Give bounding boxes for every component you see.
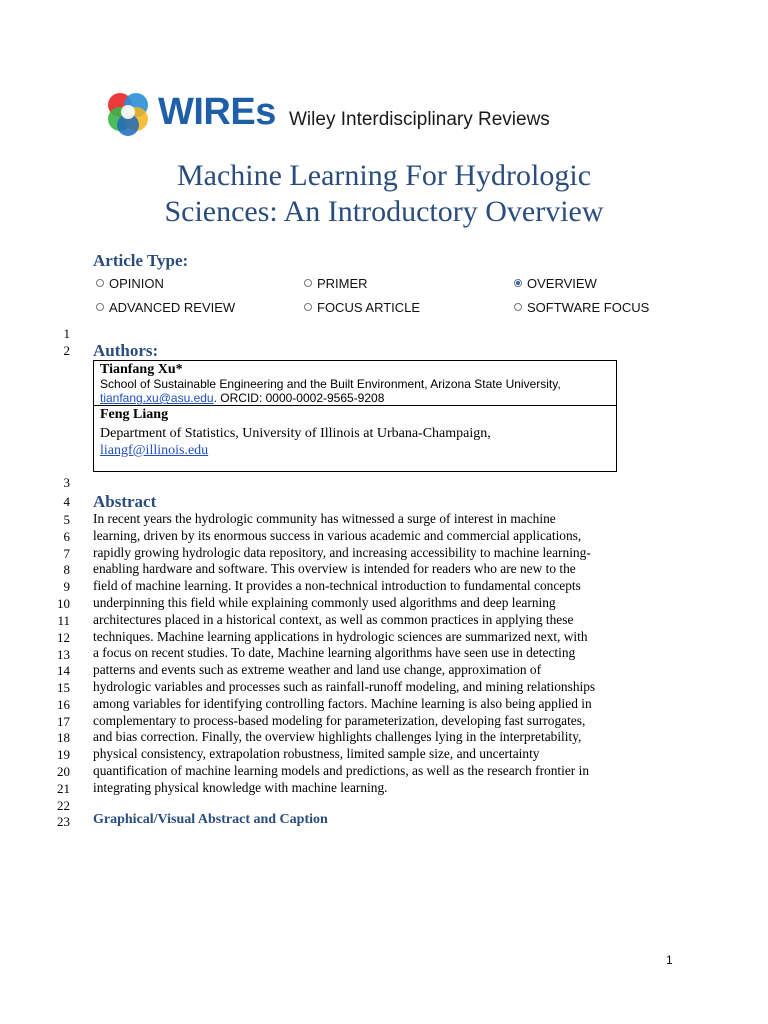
author-name: Feng Liang bbox=[100, 407, 169, 422]
line-number: 19 bbox=[57, 747, 70, 762]
wires-logo bbox=[103, 88, 583, 140]
radio-primer[interactable] bbox=[304, 276, 368, 292]
line-number: 13 bbox=[57, 647, 70, 662]
logo-subtitle: Wiley Interdisciplinary Reviews bbox=[289, 109, 550, 130]
author-contact bbox=[100, 442, 208, 459]
line-number: 15 bbox=[57, 680, 70, 695]
author-contact bbox=[100, 391, 384, 406]
radio-overview[interactable] bbox=[514, 276, 597, 292]
abstract-body bbox=[93, 511, 683, 797]
radio-focus-article[interactable] bbox=[304, 300, 420, 316]
abstract-line: quantification of machine learning models and predictions, as well as the research frontier in bbox=[93, 762, 590, 778]
abstract-line: techniques. Machine learning applications in hydrologic sciences are summarized next, with bbox=[93, 628, 588, 644]
author-affiliation: School of Sustainable Engineering and the Built Environment, Arizona State University, bbox=[100, 377, 561, 391]
title-line-1: Machine Learning For Hydrologic bbox=[176, 159, 592, 192]
authors-heading: Authors: bbox=[93, 341, 159, 360]
radio-label: PRIMER bbox=[317, 276, 368, 291]
abstract-line: patterns and events such as extreme weather and land use change, approximation of bbox=[93, 662, 542, 678]
radio-label: ADVANCED REVIEW bbox=[109, 300, 236, 315]
author-name: Tianfang Xu* bbox=[100, 362, 183, 377]
line-number: 22 bbox=[57, 798, 70, 813]
radio-label: OPINION bbox=[109, 276, 164, 291]
line-number: 9 bbox=[63, 579, 70, 594]
line-number: 11 bbox=[57, 613, 70, 628]
line-number: 7 bbox=[63, 546, 70, 561]
line-number: 1 bbox=[63, 326, 70, 341]
author-affiliation: Department of Statistics, University of Illinois at Urbana-Champaign, bbox=[100, 426, 491, 441]
author-email-link[interactable]: liangf@illinois.edu bbox=[100, 443, 209, 458]
abstract-line: architectures placed in a historical context, as well as common practices in applying these bbox=[93, 611, 574, 627]
page-number: 1 bbox=[666, 953, 673, 967]
abstract-line: underpinning this field while explaining commonly used algorithms and deep learning bbox=[93, 594, 556, 610]
line-number: 10 bbox=[57, 596, 70, 611]
radio-circle-icon bbox=[96, 279, 104, 287]
line-number: 2 bbox=[63, 343, 70, 358]
author-entry bbox=[94, 406, 616, 472]
abstract-line: enabling hardware and software. This overview is intended for readers who are new to the bbox=[93, 561, 576, 577]
radio-software-focus[interactable] bbox=[514, 300, 649, 316]
radio-selected-icon bbox=[514, 279, 522, 287]
line-number: 4 bbox=[63, 494, 70, 509]
abstract-line: rapidly growing hydrologic data repository, and increasing accessibility to machine learning- bbox=[93, 544, 591, 560]
line-number: 12 bbox=[57, 630, 70, 645]
graphical-abstract-heading: Graphical/Visual Abstract and Caption bbox=[93, 812, 328, 827]
line-number: 8 bbox=[63, 562, 70, 577]
logo-wordmark: WIREs bbox=[158, 91, 276, 133]
line-number: 17 bbox=[57, 714, 70, 729]
author-email-link[interactable]: tianfang.xu@asu.edu bbox=[100, 391, 214, 405]
radio-circle-icon bbox=[304, 279, 312, 287]
article-type-heading: Article Type: bbox=[93, 251, 189, 270]
author-orcid: . ORCID: 0000-0002-9565-9208 bbox=[213, 391, 385, 405]
line-number: 20 bbox=[57, 764, 70, 779]
line-number: 21 bbox=[57, 781, 70, 796]
line-number: 3 bbox=[63, 475, 70, 490]
abstract-heading: Abstract bbox=[93, 492, 157, 511]
abstract-line: hydrologic variables and processes such as rainfall-runoff modeling, and mining relationships bbox=[93, 678, 596, 694]
abstract-line: among variables for identifying controlling factors. Machine learning is also being applied in bbox=[93, 695, 592, 711]
line-number: 14 bbox=[57, 663, 70, 678]
abstract-line: integrating physical knowledge with machine learning. bbox=[93, 779, 388, 795]
abstract-line: learning, driven by its enormous success in various academic and commercial applications, bbox=[93, 527, 582, 543]
abstract-line: and bias correction. Finally, the overview highlights challenges lying in the interpretability, bbox=[93, 729, 582, 745]
line-number: 23 bbox=[57, 814, 70, 829]
line-number: 6 bbox=[63, 529, 70, 544]
radio-circle-icon bbox=[96, 303, 104, 311]
line-number: 16 bbox=[57, 697, 70, 712]
authors-box bbox=[93, 360, 617, 472]
abstract-line: a focus on recent studies. To date, Machine learning algorithms have seen use in detecting bbox=[93, 645, 576, 661]
radio-circle-icon bbox=[304, 303, 312, 311]
radio-label: OVERVIEW bbox=[527, 276, 597, 291]
radio-label: FOCUS ARTICLE bbox=[317, 300, 421, 315]
radio-opinion[interactable] bbox=[96, 276, 164, 292]
radio-circle-icon bbox=[514, 303, 522, 311]
logo-circles-icon bbox=[103, 88, 155, 140]
abstract-line: In recent years the hydrologic community has witnessed a surge of interest in machine bbox=[93, 511, 556, 526]
line-number: 5 bbox=[63, 512, 70, 527]
paper-title bbox=[0, 158, 768, 230]
abstract-line: physical consistency, extrapolation robustness, limited sample size, and uncertainty bbox=[93, 746, 540, 762]
author-entry bbox=[94, 361, 616, 406]
radio-advanced-review[interactable] bbox=[96, 300, 235, 316]
title-line-2: Sciences: An Introductory Overview bbox=[164, 195, 604, 228]
abstract-line: complementary to process-based modeling for parameterization, developing fast surrogates, bbox=[93, 712, 586, 728]
abstract-line: field of machine learning. It provides a non-technical introduction to fundamental concepts bbox=[93, 578, 581, 594]
line-number: 18 bbox=[57, 730, 70, 745]
radio-label: SOFTWARE FOCUS bbox=[527, 300, 650, 315]
